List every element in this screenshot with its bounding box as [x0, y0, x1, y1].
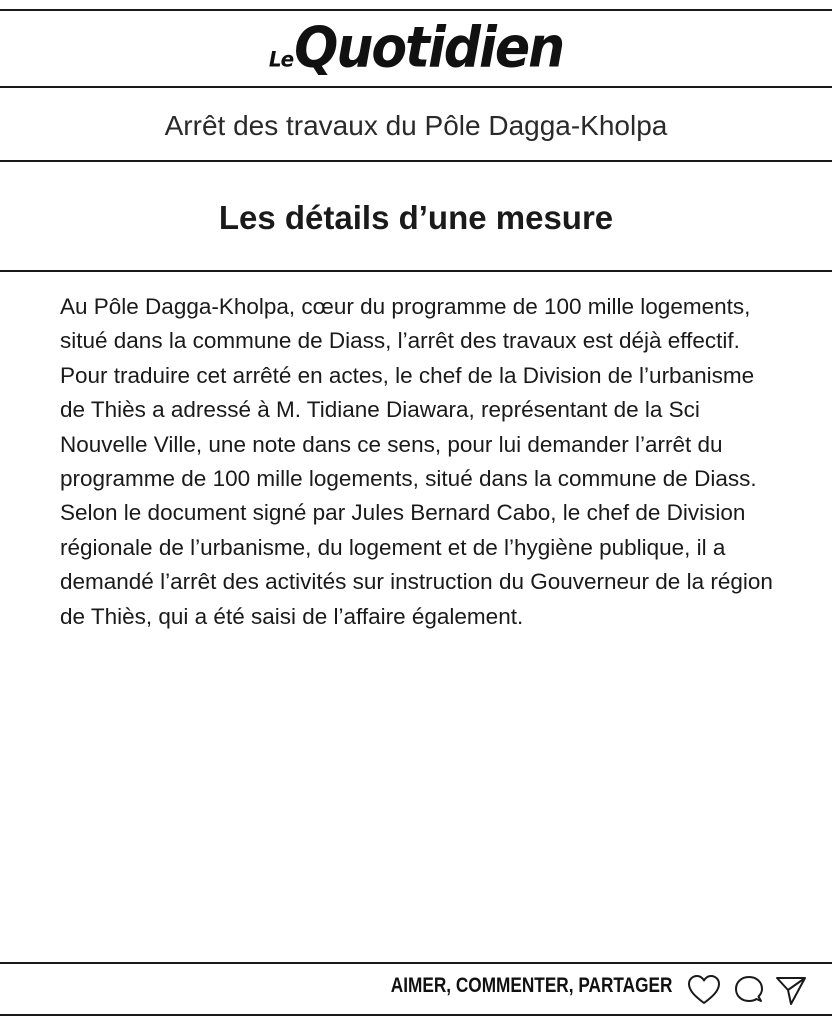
logo	[269, 13, 563, 82]
masthead	[0, 16, 832, 84]
masthead-rule	[0, 86, 832, 88]
logo-word: Quotidien	[294, 15, 564, 81]
share-bar	[0, 966, 832, 1014]
article-kicker: Arrêt des travaux du Pôle Dagga-Kholpa	[164, 110, 668, 141]
kicker-rule	[0, 160, 832, 162]
logo-prefix: Le	[268, 45, 294, 72]
comment-icon[interactable]	[731, 972, 767, 1008]
article-body: Au Pôle Dagga-Kholpa, cœur du programme de 100 mille logements, situé dans la commune de Diass, l’arrêt des travaux est déjà effectif. Pour traduire cet arrêté en actes, le chef de la Division de l’urbanisme de Thiès a adressé à M. Tidiane Diawara, représentant de la Sci Nouvelle Ville, une note dans ce sens, pour lui demander l’arrêt du programme de 100 mille logements, situé dans la commune de Diass. Selon le document signé par Jules Bernard Cabo, le chef de Division régionale de l’urbanisme, du logement et de l’hygiène publique, il a demandé l’arrêt des activités sur instruction du Gouverneur de la région de Thiès, qui a été saisi de l’affaire également.	[60, 294, 773, 629]
share-label: AIMER, COMMENTER, PARTAGER	[390, 974, 672, 997]
top-rule	[0, 9, 832, 11]
headline-rule	[0, 270, 832, 272]
send-icon[interactable]	[773, 972, 809, 1008]
article-headline: Les détails d’une mesure	[218, 199, 614, 236]
heart-icon[interactable]	[686, 972, 722, 1008]
bottom-rule	[0, 1014, 832, 1016]
footer-rule	[0, 962, 832, 964]
